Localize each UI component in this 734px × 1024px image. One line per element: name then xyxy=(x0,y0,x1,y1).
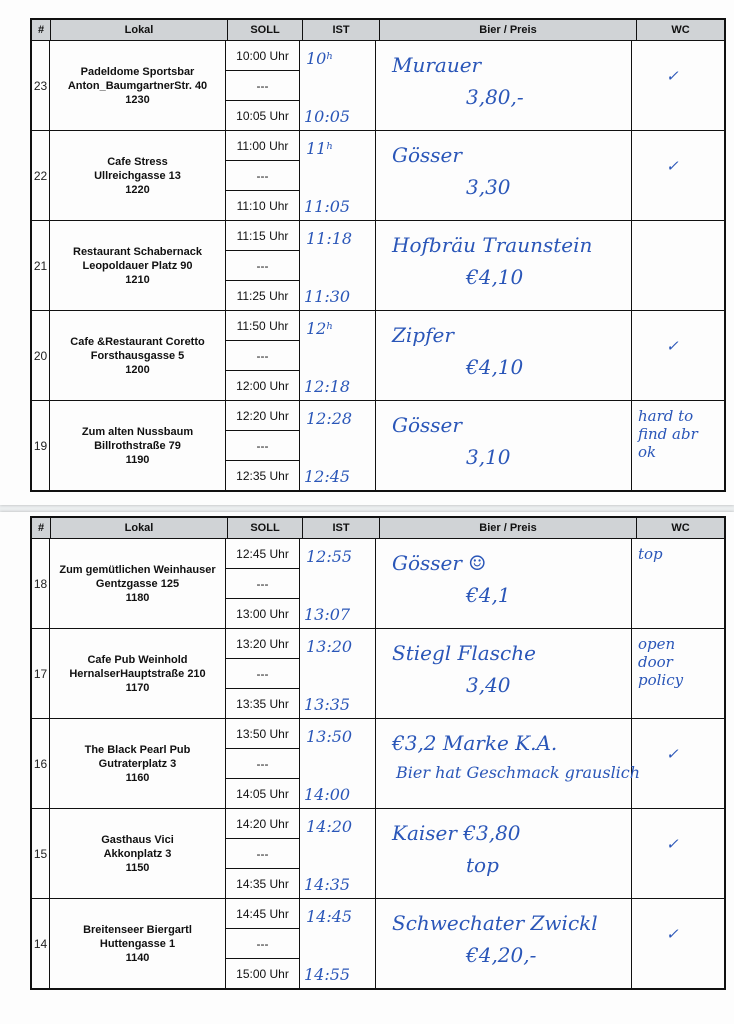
soll-cell xyxy=(226,899,300,988)
venue-address: Huttengasse 1 xyxy=(99,937,176,950)
wc-note: open door policy xyxy=(638,635,684,689)
soll-cell xyxy=(226,539,300,628)
beer-note-line1: Stiegl Flasche xyxy=(392,641,536,665)
ist-time-departure: 11:30 xyxy=(304,287,351,306)
ist-cell xyxy=(300,899,376,988)
ist-time-arrival: 12ʰ xyxy=(306,319,334,338)
ist-time-departure: 10:05 xyxy=(304,107,351,126)
checkmark-icon: ✓ xyxy=(666,835,679,853)
venue-address: Akkonplatz 3 xyxy=(103,847,172,860)
header-lokal: Lokal xyxy=(51,518,228,538)
beer-price-cell xyxy=(376,899,632,988)
beer-price-cell xyxy=(376,719,641,808)
header-number: # xyxy=(32,518,51,538)
venue-cell xyxy=(50,719,226,808)
row-number: 15 xyxy=(32,809,50,898)
venue-cell xyxy=(50,809,226,898)
ist-time-departure: 12:45 xyxy=(304,467,351,486)
beer-note-line1: Kaiser €3,80 xyxy=(392,821,521,845)
ist-cell xyxy=(300,131,376,220)
row-number: 20 xyxy=(32,311,50,400)
soll-time: 11:00 Uhr xyxy=(226,131,299,161)
beer-price-cell xyxy=(376,41,632,130)
soll-time: 12:00 Uhr xyxy=(236,378,289,393)
beer-note-line2: €4,10 xyxy=(466,265,524,289)
ist-cell xyxy=(300,311,376,400)
wc-cell xyxy=(632,899,724,988)
checkmark-icon: ✓ xyxy=(666,67,679,85)
venue-address: Gutraterplatz 3 xyxy=(98,757,177,770)
wc-cell xyxy=(632,131,724,220)
header-number: # xyxy=(32,20,51,40)
soll-time: 13:50 Uhr xyxy=(226,719,299,749)
soll-time: --- xyxy=(226,569,299,599)
venue-address: Ullreichgasse 13 xyxy=(94,169,181,182)
soll-time: --- xyxy=(226,659,299,689)
table-row xyxy=(32,401,724,490)
pub-table-upper xyxy=(30,18,726,492)
wc-cell xyxy=(632,809,724,898)
venue-name: Cafe Pub Weinhold xyxy=(87,653,188,666)
table-header xyxy=(32,20,724,41)
header-bier-preis: Bier / Preis xyxy=(380,518,637,538)
beer-note-line2: €4,20,- xyxy=(466,943,537,967)
venue-name: Breitenseer Biergartl xyxy=(83,923,192,936)
venue-cell xyxy=(50,221,226,310)
soll-time: 14:35 Uhr xyxy=(236,876,289,891)
table-row xyxy=(32,221,724,311)
soll-time: 11:25 Uhr xyxy=(236,288,289,303)
soll-time: 11:10 Uhr xyxy=(236,198,289,213)
venue-cell xyxy=(50,539,226,628)
header-ist: IST xyxy=(303,518,380,538)
table-header xyxy=(32,518,724,539)
soll-time: 13:00 Uhr xyxy=(236,606,289,621)
beer-note-line2: €4,1 xyxy=(466,583,511,607)
row-number: 21 xyxy=(32,221,50,310)
venue-zip: 1230 xyxy=(125,93,150,106)
soll-cell xyxy=(226,401,300,490)
ist-time-arrival: 13:20 xyxy=(306,637,353,656)
ist-cell xyxy=(300,719,376,808)
soll-time: 12:35 Uhr xyxy=(236,468,289,483)
soll-time: --- xyxy=(226,929,299,959)
venue-zip: 1210 xyxy=(125,273,150,286)
venue-name: Zum alten Nussbaum xyxy=(81,425,194,438)
row-number: 23 xyxy=(32,41,50,130)
beer-note-line1: Zipfer xyxy=(392,323,454,347)
beer-note-line1: Murauer xyxy=(392,53,482,77)
row-number: 22 xyxy=(32,131,50,220)
header-wc: WC xyxy=(671,522,690,534)
table-row xyxy=(32,41,724,131)
venue-name: The Black Pearl Pub xyxy=(84,743,191,756)
beer-note-line2: top xyxy=(466,853,499,877)
table-row xyxy=(32,719,724,809)
ist-cell xyxy=(300,221,376,310)
header-soll: SOLL xyxy=(228,20,303,40)
venue-address: Forsthausgasse 5 xyxy=(90,349,185,362)
header-ist: IST xyxy=(303,20,380,40)
venue-address: Leopoldauer Platz 90 xyxy=(82,259,193,272)
venue-zip: 1190 xyxy=(125,453,150,466)
wc-cell xyxy=(632,719,724,808)
row-number: 14 xyxy=(32,899,50,988)
soll-time: --- xyxy=(226,431,299,461)
soll-time: 11:50 Uhr xyxy=(226,311,299,341)
beer-price-cell xyxy=(376,629,632,718)
soll-time: 13:20 Uhr xyxy=(226,629,299,659)
venue-cell xyxy=(50,899,226,988)
ist-time-departure: 13:35 xyxy=(304,695,351,714)
venue-name: Gasthaus Vici xyxy=(101,833,174,846)
venue-cell xyxy=(50,41,226,130)
ist-time-departure: 12:18 xyxy=(304,377,351,396)
soll-time: 12:45 Uhr xyxy=(226,539,299,569)
wc-cell xyxy=(632,401,724,490)
checkmark-icon: ✓ xyxy=(666,337,679,355)
venue-zip: 1220 xyxy=(125,183,150,196)
soll-time: --- xyxy=(226,839,299,869)
row-number: 18 xyxy=(32,539,50,628)
venue-zip: 1140 xyxy=(125,951,150,964)
beer-price-cell xyxy=(376,401,632,490)
venue-name: Cafe &Restaurant Coretto xyxy=(70,335,205,348)
soll-time: --- xyxy=(226,71,299,101)
venue-name: Padeldome Sportsbar xyxy=(80,65,195,78)
ist-cell xyxy=(300,809,376,898)
wc-note: top xyxy=(638,545,663,563)
ist-cell xyxy=(300,629,376,718)
venue-address: Anton_BaumgartnerStr. 40 xyxy=(67,79,208,92)
wc-note: hard to find abr ok xyxy=(638,407,698,461)
beer-note-line2: €4,10 xyxy=(466,355,524,379)
beer-note-line2: 3,40 xyxy=(466,673,511,697)
soll-time: 10:00 Uhr xyxy=(226,41,299,71)
soll-time: 15:00 Uhr xyxy=(236,966,289,981)
soll-time: --- xyxy=(226,341,299,371)
venue-cell xyxy=(50,401,226,490)
ist-time-arrival: 11ʰ xyxy=(306,139,334,158)
venue-zip: 1180 xyxy=(125,591,150,604)
venue-zip: 1160 xyxy=(125,771,150,784)
beer-note-line2: 3,30 xyxy=(466,175,511,199)
table-row xyxy=(32,809,724,899)
table-row xyxy=(32,539,724,629)
soll-cell xyxy=(226,311,300,400)
soll-cell xyxy=(226,809,300,898)
beer-note-line1: Hofbräu Traunstein xyxy=(392,233,593,257)
soll-cell xyxy=(226,629,300,718)
header-soll: SOLL xyxy=(228,518,303,538)
row-number: 19 xyxy=(32,401,50,490)
checkmark-icon: ✓ xyxy=(666,745,679,763)
wc-cell xyxy=(632,221,724,310)
ist-time-departure: 13:07 xyxy=(304,605,351,624)
wc-cell xyxy=(632,311,724,400)
beer-note-line1: Schwechater Zwickl xyxy=(392,911,598,935)
table-row xyxy=(32,899,724,988)
row-number: 17 xyxy=(32,629,50,718)
beer-note-line1: Gösser xyxy=(392,143,462,167)
soll-time: 14:45 Uhr xyxy=(226,899,299,929)
beer-price-cell xyxy=(376,131,632,220)
table-row xyxy=(32,131,724,221)
soll-time: 14:20 Uhr xyxy=(226,809,299,839)
beer-note-line1: Gösser ☺ xyxy=(392,551,487,575)
header-lokal: Lokal xyxy=(51,20,228,40)
row-number: 16 xyxy=(32,719,50,808)
ist-time-departure: 14:35 xyxy=(304,875,351,894)
beer-price-cell xyxy=(376,221,632,310)
ist-time-arrival: 10ʰ xyxy=(306,49,334,68)
beer-price-cell xyxy=(376,809,632,898)
checkmark-icon: ✓ xyxy=(666,157,679,175)
ist-cell xyxy=(300,539,376,628)
beer-note-line2: Bier hat Geschmack grauslich xyxy=(396,763,641,782)
beer-note-line1: Gösser xyxy=(392,413,462,437)
soll-time: 14:05 Uhr xyxy=(236,786,289,801)
wc-cell xyxy=(632,539,724,628)
soll-cell xyxy=(226,41,300,130)
soll-time: --- xyxy=(226,161,299,191)
beer-note-line2: 3,80,- xyxy=(466,85,524,109)
header-wc: WC xyxy=(671,24,690,36)
soll-cell xyxy=(226,221,300,310)
pub-table-lower xyxy=(30,516,726,990)
beer-note-line1: €3,2 Marke K.A. xyxy=(392,731,558,755)
ist-cell xyxy=(300,41,376,130)
ist-cell xyxy=(300,401,376,490)
soll-cell xyxy=(226,131,300,220)
table-row xyxy=(32,311,724,401)
ist-time-arrival: 14:45 xyxy=(306,907,353,926)
beer-price-cell xyxy=(376,539,632,628)
venue-address: HernalserHauptstraße 210 xyxy=(69,667,206,680)
venue-cell xyxy=(50,131,226,220)
table-row xyxy=(32,629,724,719)
venue-cell xyxy=(50,311,226,400)
venue-cell xyxy=(50,629,226,718)
soll-cell xyxy=(226,719,300,808)
ist-time-departure: 14:55 xyxy=(304,965,351,984)
soll-time: --- xyxy=(226,749,299,779)
checkmark-icon: ✓ xyxy=(666,925,679,943)
soll-time: 11:15 Uhr xyxy=(226,221,299,251)
ist-time-departure: 11:05 xyxy=(304,197,351,216)
venue-zip: 1170 xyxy=(125,681,150,694)
venue-name: Cafe Stress xyxy=(107,155,168,168)
venue-name: Zum gemütlichen Weinhauser xyxy=(59,563,216,576)
ist-time-arrival: 12:28 xyxy=(306,409,353,428)
ist-time-arrival: 12:55 xyxy=(306,547,353,566)
ist-time-arrival: 14:20 xyxy=(306,817,353,836)
wc-cell xyxy=(632,629,724,718)
beer-price-cell xyxy=(376,311,632,400)
venue-zip: 1150 xyxy=(125,861,150,874)
venue-address: Billrothstraße 79 xyxy=(94,439,181,452)
soll-time: --- xyxy=(226,251,299,281)
venue-address: Gentzgasse 125 xyxy=(95,577,180,590)
venue-name: Restaurant Schabernack xyxy=(73,245,202,258)
venue-zip: 1200 xyxy=(125,363,150,376)
soll-time: 13:35 Uhr xyxy=(236,696,289,711)
soll-time: 10:05 Uhr xyxy=(236,108,289,123)
ist-time-departure: 14:00 xyxy=(304,785,351,804)
beer-note-line2: 3,10 xyxy=(466,445,511,469)
ist-time-arrival: 13:50 xyxy=(306,727,353,746)
wc-cell xyxy=(632,41,724,130)
soll-time: 12:20 Uhr xyxy=(226,401,299,431)
ist-time-arrival: 11:18 xyxy=(306,229,353,248)
header-bier-preis: Bier / Preis xyxy=(380,20,637,40)
